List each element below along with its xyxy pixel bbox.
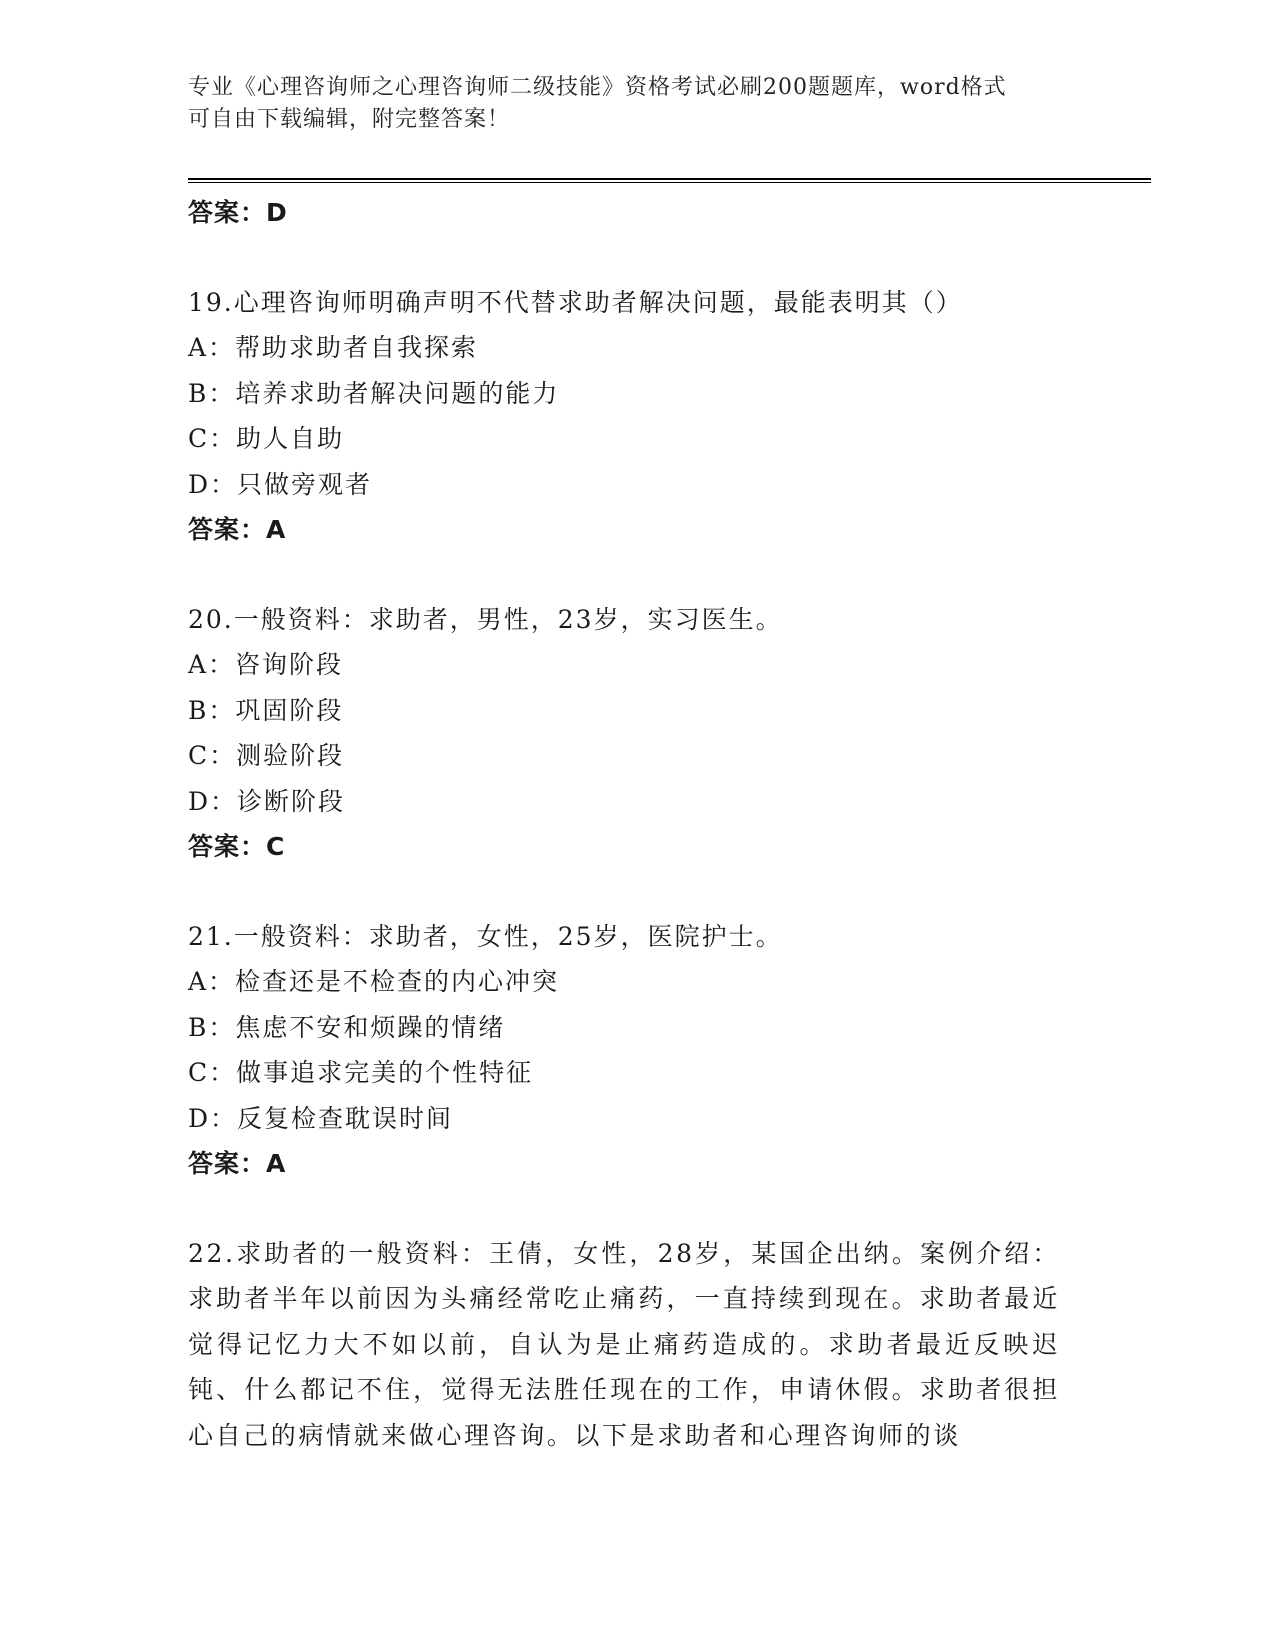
answer-line-prev xyxy=(188,190,1068,236)
answer-label: 答案： xyxy=(188,515,267,544)
question-21 xyxy=(188,914,1068,1187)
question-22-text: 22.求助者的一般资料：王倩，女性，28岁，某国企出纳。案例介绍：求助者半年以前因为头痛经常吃止痛药，一直持续到现在。求助者最近觉得记忆力大不如以前，自认为是止痛药造成的。求助者最近反映迟钝、什么都记不住，觉得无法胜任现在的工作，申请休假。求助者很担心自己的病情就来做心理咨询。以下是求助者和心理咨询师的谈 xyxy=(188,1238,1060,1450)
answer-value: A xyxy=(266,1149,287,1178)
option-b: B：巩固阶段 xyxy=(188,695,344,725)
answer-label: 答案： xyxy=(188,1149,267,1178)
spacer xyxy=(188,553,1068,597)
page-header xyxy=(188,72,1068,136)
question-19 xyxy=(188,280,1068,553)
option-d: D：只做旁观者 xyxy=(188,469,373,499)
option-d: D：反复检查耽误时间 xyxy=(188,1103,454,1133)
option-b: B：培养求助者解决问题的能力 xyxy=(188,378,560,408)
spacer xyxy=(188,236,1068,280)
answer-value: A xyxy=(266,515,287,544)
question-stem: 20.一般资料：求助者，男性，23岁，实习医生。 xyxy=(188,604,783,634)
question-20 xyxy=(188,597,1068,870)
option-b: B：焦虑不安和烦躁的情绪 xyxy=(188,1012,506,1042)
answer-line xyxy=(188,507,1068,553)
option-c: C：助人自助 xyxy=(188,424,345,453)
answer-line xyxy=(188,1141,1068,1187)
answer-line xyxy=(188,824,1068,870)
spacer xyxy=(188,870,1068,914)
option-d: D：诊断阶段 xyxy=(188,786,346,816)
option-c: C：测验阶段 xyxy=(188,741,345,770)
header-divider xyxy=(188,178,1151,183)
option-c: C：做事追求完美的个性特征 xyxy=(188,1058,534,1087)
question-stem: 21.一般资料：求助者，女性，25岁，医院护士。 xyxy=(188,921,783,951)
option-a: A：检查还是不检查的内心冲突 xyxy=(188,967,560,996)
option-a: A：咨询阶段 xyxy=(188,650,344,679)
question-stem: 19.心理咨询师明确声明不代替求助者解决问题，最能表明其（） xyxy=(188,287,963,317)
answer-value: C xyxy=(266,832,286,861)
option-a: A：帮助求助者自我探索 xyxy=(188,333,479,362)
header-line-2: 可自由下载编辑，附完整答案！ xyxy=(188,107,511,132)
answer-label: 答案： xyxy=(188,198,267,227)
answer-label: 答案： xyxy=(188,832,267,861)
answer-value: D xyxy=(266,198,288,227)
question-list xyxy=(188,190,1068,1458)
spacer xyxy=(188,1187,1068,1231)
header-line-1: 专业《心理咨询师之心理咨询师二级技能》资格考试必刷200题题库，word格式 xyxy=(188,75,1007,100)
